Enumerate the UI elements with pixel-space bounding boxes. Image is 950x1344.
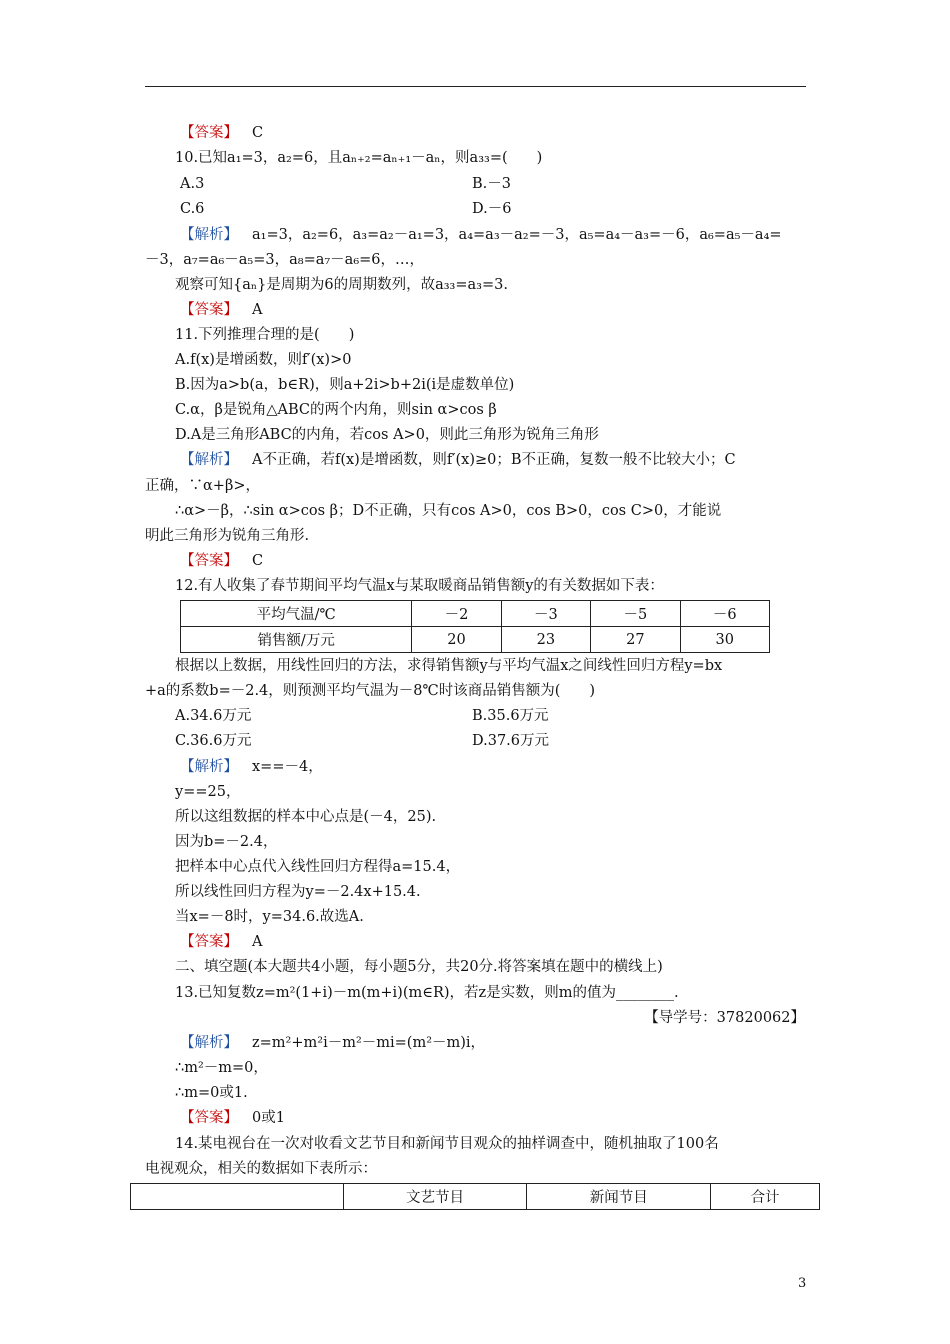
answer-tag: 【答案】 <box>180 125 238 141</box>
solution-line <box>180 450 736 470</box>
table-cell: 新闻节目 <box>527 1184 711 1210</box>
text-line: 电视观众，相关的数据如下表所示： <box>145 1161 377 1177</box>
text-line: 根据以上数据，用线性回归的方法，求得销售额y与平均气温x之间线性回归方程y=bx <box>175 658 723 674</box>
table-cell: 合计 <box>711 1184 820 1210</box>
table-cell <box>131 1184 344 1210</box>
answer-line <box>180 551 263 571</box>
table-row <box>181 601 770 627</box>
text-line: －3，a₇=a₆－a₅=3，a₈=a₇－a₆=6，…， <box>145 252 425 268</box>
answer-tag: 【答案】 <box>180 553 238 569</box>
table-cell: 20 <box>412 627 501 653</box>
table-cell: 平均气温/℃ <box>181 601 412 627</box>
table-cell: 文艺节目 <box>343 1184 527 1210</box>
line-content: 0或1 <box>252 1110 285 1126</box>
solution-tag: 【解析】 <box>180 227 238 243</box>
solution-line <box>180 1033 485 1053</box>
guide-number: 【导学号：37820062】 <box>644 1010 805 1026</box>
text-line: 所以线性回归方程为y=－2.4x+15.4. <box>175 884 421 900</box>
line-content: A <box>252 934 263 950</box>
answer-tag: 【答案】 <box>180 934 238 950</box>
text-line: 二、填空题(本大题共4小题，每小题5分，共20分.将答案填在题中的横线上) <box>175 959 663 975</box>
solution-line <box>180 225 782 245</box>
text-line: 因为b=－2.4， <box>175 834 278 850</box>
solution-tag: 【解析】 <box>180 1035 238 1051</box>
answer-line <box>180 932 262 952</box>
text-line: +a的系数b=－2.4，则预测平均气温为－8℃时该商品销售额为( ) <box>145 683 596 699</box>
text-line: 把样本中心点代入线性回归方程得a=15.4， <box>175 859 461 875</box>
table-cell: －6 <box>680 601 769 627</box>
solution-line <box>180 757 323 777</box>
text-line: 14.某电视台在一次对收看文艺节目和新闻节目观众的抽样调查中，随机抽取了100名 <box>175 1136 719 1152</box>
answer-tag: 【答案】 <box>180 302 238 318</box>
answer-tag: 【答案】 <box>180 1110 238 1126</box>
table-cell: －2 <box>412 601 501 627</box>
table-cell: 23 <box>501 627 590 653</box>
text-line: D.37.6万元 <box>472 733 550 749</box>
page-number: 3 <box>798 1276 807 1291</box>
text-line: 明此三角形为锐角三角形. <box>145 528 310 544</box>
text-line: D.A是三角形ABC的内角，若cos A>0，则此三角形为锐角三角形 <box>175 427 599 443</box>
line-content: C <box>252 553 264 569</box>
text-line: 所以这组数据的样本中心点是(－4，25). <box>175 809 437 825</box>
table-cell: －5 <box>591 601 680 627</box>
text-line: C.6 <box>180 201 205 217</box>
answer-line <box>180 300 262 320</box>
text-line: 11.下列推理合理的是( ) <box>175 327 355 343</box>
survey-table <box>130 1183 820 1210</box>
header-rule <box>145 86 806 87</box>
table-row <box>181 627 770 653</box>
answer-line <box>180 1108 285 1128</box>
text-line: D.－6 <box>472 201 512 217</box>
text-line: B.35.6万元 <box>472 708 549 724</box>
answer-line <box>180 123 263 143</box>
table-cell: 销售额/万元 <box>181 627 412 653</box>
text-line: B.因为a>b(a，b∈R)，则a+2i>b+2i(i是虚数单位) <box>175 377 515 393</box>
text-line: A.3 <box>180 176 205 192</box>
solution-tag: 【解析】 <box>180 452 238 468</box>
text-line: 观察可知{aₙ}是周期为6的周期数列，故a₃₃=a₃=3. <box>175 277 508 293</box>
text-line: ∴m²－m=0， <box>175 1060 268 1076</box>
text-line: y==25， <box>175 784 241 800</box>
line-content: A不正确，若f(x)是增函数，则f′(x)≥0；B不正确，复数一般不比较大小；C <box>252 452 736 468</box>
temperature-sales-table <box>180 600 770 653</box>
solution-tag: 【解析】 <box>180 759 238 775</box>
line-content: A <box>252 302 263 318</box>
text-line: ∴m=0或1. <box>175 1085 248 1101</box>
text-line: 10.已知a₁=3，a₂=6，且aₙ₊₂=aₙ₊₁－aₙ，则a₃₃=( ) <box>175 150 543 166</box>
text-line: ∴α>－β，∴sin α>cos β；D不正确，只有cos A>0，cos B>0，cos C>0，才能说 <box>175 503 722 519</box>
table-cell: －3 <box>501 601 590 627</box>
text-line: A.f(x)是增函数，则f′(x)>0 <box>175 352 352 368</box>
text-line: 当x=－8时，y=34.6.故选A. <box>175 909 364 925</box>
line-content: z=m²+m²i－m²－mi=(m²－m)i， <box>252 1035 486 1051</box>
text-line: C.α，β是锐角△ABC的两个内角，则sin α>cos β <box>175 402 497 418</box>
table-cell: 30 <box>680 627 769 653</box>
line-content: a₁=3，a₂=6，a₃=a₂－a₁=3，a₄=a₃－a₂=－3，a₅=a₄－a₃=－6，a₆=a₅－a₄= <box>252 227 782 243</box>
line-content: x==－4， <box>252 759 323 775</box>
table-cell: 27 <box>591 627 680 653</box>
line-content: C <box>252 125 264 141</box>
text-line: 正确，∵α+β>， <box>145 478 260 494</box>
text-line: A.34.6万元 <box>175 708 252 724</box>
text-line: 12.有人收集了春节期间平均气温x与某取暖商品销售额y的有关数据如下表： <box>175 578 664 594</box>
text-line: C.36.6万元 <box>175 733 252 749</box>
text-line: B.－3 <box>472 176 511 192</box>
text-line: 13.已知复数z=m²(1+i)－m(m+i)(m∈R)，若z是实数，则m的值为________. <box>175 985 679 1001</box>
table-row <box>131 1184 820 1210</box>
